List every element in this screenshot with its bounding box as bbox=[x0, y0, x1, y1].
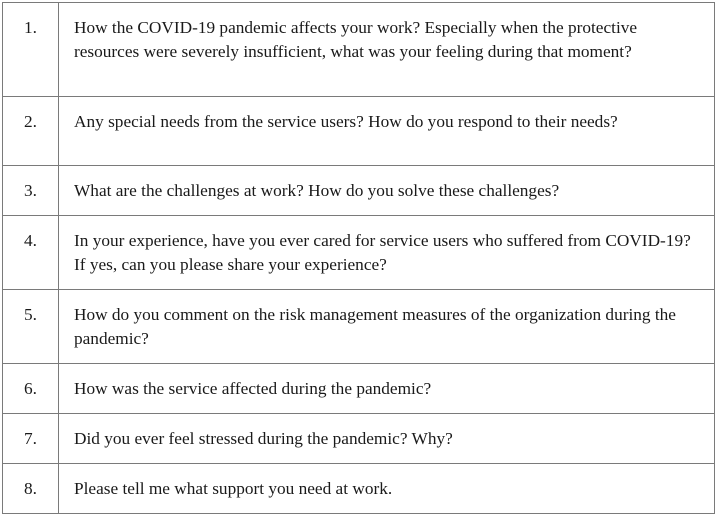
interview-questions-table bbox=[2, 2, 715, 514]
question-number: 1. bbox=[3, 3, 59, 97]
interview-questions-table-wrapper bbox=[2, 2, 714, 514]
question-number: 3. bbox=[3, 166, 59, 216]
question-text: In your experience, have you ever cared for service users who suffered from COVID-19? If yes, can you please share your experience? bbox=[59, 216, 715, 290]
question-text: Please tell me what support you need at work. bbox=[59, 464, 715, 514]
question-text: How do you comment on the risk management measures of the organization during the pandemic? bbox=[59, 290, 715, 364]
question-text: How was the service affected during the pandemic? bbox=[59, 364, 715, 414]
table-row bbox=[3, 364, 715, 414]
table-row bbox=[3, 166, 715, 216]
question-text: What are the challenges at work? How do you solve these challenges? bbox=[59, 166, 715, 216]
question-number: 2. bbox=[3, 97, 59, 166]
question-number: 5. bbox=[3, 290, 59, 364]
question-number: 7. bbox=[3, 414, 59, 464]
table-row bbox=[3, 3, 715, 97]
table-row bbox=[3, 414, 715, 464]
question-text: Did you ever feel stressed during the pandemic? Why? bbox=[59, 414, 715, 464]
question-text: Any special needs from the service users? How do you respond to their needs? bbox=[59, 97, 715, 166]
question-text: How the COVID-19 pandemic affects your work? Especially when the protective resources were severely insufficient, what was your feeling during that moment? bbox=[59, 3, 715, 97]
question-number: 6. bbox=[3, 364, 59, 414]
question-number: 4. bbox=[3, 216, 59, 290]
table-row bbox=[3, 290, 715, 364]
question-number: 8. bbox=[3, 464, 59, 514]
table-row bbox=[3, 464, 715, 514]
table-row bbox=[3, 97, 715, 166]
table-row bbox=[3, 216, 715, 290]
